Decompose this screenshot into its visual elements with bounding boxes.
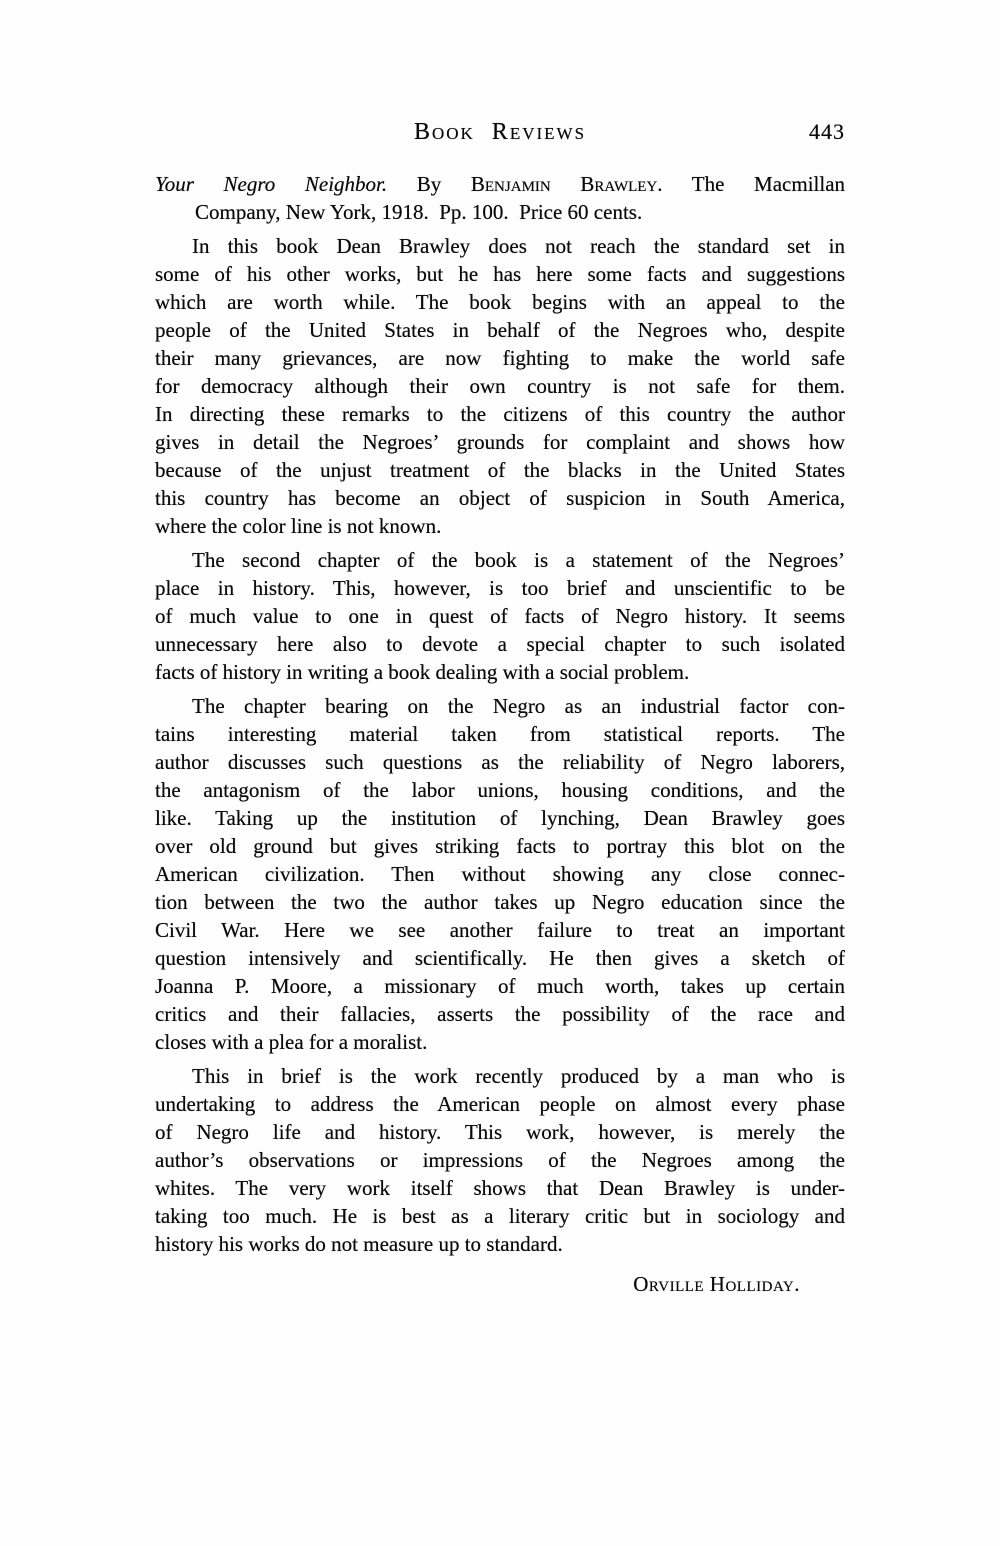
text-line: This in brief is the work recently produced by a man who is bbox=[192, 1064, 845, 1088]
text-line: Joanna P. Moore, a missionary of much worth, takes up certain bbox=[155, 974, 845, 998]
text-line: people of the United States in behalf of the Negroes who, despite bbox=[155, 318, 845, 342]
text-line: The chapter bearing on the Negro as an industrial factor con- bbox=[192, 694, 845, 718]
review-body bbox=[155, 170, 845, 1298]
paragraph bbox=[155, 546, 845, 686]
text-line: some of his other works, but he has here some facts and suggestions bbox=[155, 262, 845, 286]
text-line: author discusses such questions as the reliability of Negro laborers, bbox=[155, 750, 845, 774]
text-line: facts of history in writing a book dealing with a social problem. bbox=[155, 660, 690, 684]
text-line: tion between the two the author takes up Negro education since the bbox=[155, 890, 845, 914]
text-line: of Negro life and history. This work, however, is merely the bbox=[155, 1120, 845, 1144]
running-header bbox=[155, 118, 845, 146]
page-number: 443 bbox=[809, 119, 845, 144]
text-line: In this book Dean Brawley does not reach the standard set in bbox=[192, 234, 845, 258]
text-line: taking too much. He is best as a literary critic but in sociology and bbox=[155, 1204, 845, 1228]
book-author: Benjamin Brawley. bbox=[470, 172, 663, 196]
text-line: for democracy although their own country is not safe for them. bbox=[155, 374, 845, 398]
text-line: Civil War. Here we see another failure to treat an important bbox=[155, 918, 845, 942]
page-header-title: Book Reviews bbox=[413, 119, 587, 145]
text-line: of much value to one in quest of facts of Negro history. It seems bbox=[155, 604, 845, 628]
text-line: because of the unjust treatment of the blacks in the United States bbox=[155, 458, 845, 482]
text-line: which are worth while. The book begins with an appeal to the bbox=[155, 290, 845, 314]
text-line: closes with a plea for a moralist. bbox=[155, 1030, 428, 1054]
reviewer-signature: Orville Holliday. bbox=[633, 1272, 800, 1296]
text-line: unnecessary here also to devote a special chapter to such isolated bbox=[155, 632, 845, 656]
text-line: where the color line is not known. bbox=[155, 514, 442, 538]
paragraph bbox=[155, 232, 845, 540]
citation-line-1 bbox=[155, 170, 845, 198]
text-line: over old ground but gives striking facts to portray this blot on the bbox=[155, 834, 845, 858]
text-line: place in history. This, however, is too brief and unscientific to be bbox=[155, 576, 845, 600]
reviewer-signature-row bbox=[155, 1270, 845, 1298]
paragraph bbox=[155, 1062, 845, 1258]
book-title: Your Negro Neighbor. bbox=[155, 172, 388, 196]
text-line: question intensively and scientifically. He then gives a sketch of bbox=[155, 946, 845, 970]
text-line: the antagonism of the labor unions, housing conditions, and the bbox=[155, 778, 845, 802]
citation-by: By bbox=[416, 172, 442, 196]
text-line: undertaking to address the American people on almost every phase bbox=[155, 1092, 845, 1116]
text-line: critics and their fallacies, asserts the possibility of the race and bbox=[155, 1002, 845, 1026]
text-line: history his works do not measure up to standard. bbox=[155, 1232, 563, 1256]
text-line: this country has become an object of suspicion in South America, bbox=[155, 486, 845, 510]
paragraph bbox=[155, 692, 845, 1056]
text-line: In directing these remarks to the citizens of this country the author bbox=[155, 402, 845, 426]
text-line: author’s observations or impressions of the Negroes among the bbox=[155, 1148, 845, 1172]
text-line: American civilization. Then without showing any close connec- bbox=[155, 862, 845, 886]
text-line: The second chapter of the book is a statement of the Negroes’ bbox=[192, 548, 845, 572]
text-line: whites. The very work itself shows that Dean Brawley is under- bbox=[155, 1176, 845, 1200]
book-citation bbox=[155, 170, 845, 226]
text-line: their many grievances, are now fighting to make the world safe bbox=[155, 346, 845, 370]
text-line: tains interesting material taken from statistical reports. The bbox=[155, 722, 845, 746]
text-line: like. Taking up the institution of lynching, Dean Brawley goes bbox=[155, 806, 845, 830]
citation-line-2: Company, New York, 1918. Pp. 100. Price 60 cents. bbox=[195, 200, 643, 224]
text-line: gives in detail the Negroes’ grounds for complaint and shows how bbox=[155, 430, 845, 454]
citation-publisher-start: The Macmillan bbox=[691, 172, 845, 196]
